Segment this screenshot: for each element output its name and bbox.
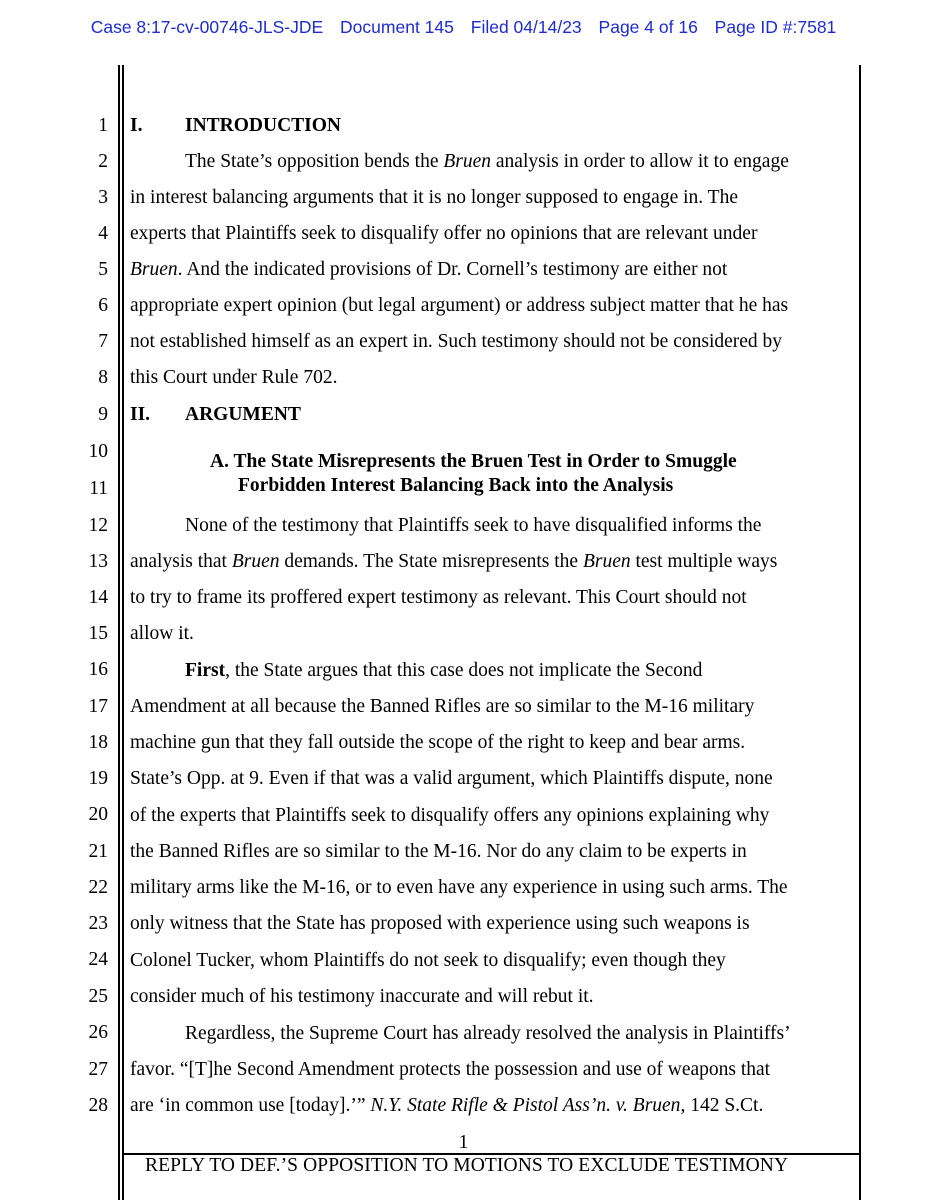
right-margin-rule [859,65,861,1200]
case-name: Bruen [582,551,631,572]
left-margin-rule-inner [122,65,124,1200]
section-title: INTRODUCTION [185,115,342,136]
section-heading-introduction [130,114,342,138]
text-run: , the State argues that this case does not implicate the Second [225,660,703,681]
line-number: 22 [88,877,108,898]
line-number: 11 [89,478,108,499]
line-number: 16 [88,659,108,680]
text-line: the Banned Rifles are so similar to the M-16. Nor do any claim to be experts in [130,841,747,862]
section-number: I. [130,115,143,136]
subheading-line-1: A. The State Misrepresents the Bruen Test in Order to Smuggle [210,451,737,472]
section-heading-argument [130,403,301,427]
line-number: 13 [88,551,108,572]
line-number: 24 [88,949,108,970]
text-run: test multiple ways [630,551,778,572]
text-line [185,150,789,174]
text-line: Amendment at all because the Banned Rifles are so similar to the M-16 military [130,696,755,717]
text-line: favor. “[T]he Second Amendment protects the possession and use of weapons that [130,1059,771,1080]
line-number: 23 [88,913,108,934]
text-run: , 142 S.Ct. [680,1095,764,1116]
text-line: None of the testimony that Plaintiffs seek to have disqualified informs the [185,515,762,536]
text-run: demands. The State misrepresents the [279,551,583,572]
text-line: experts that Plaintiffs seek to disqualify offer no opinions that are relevant under [130,223,758,244]
text-line: to try to frame its proffered expert testimony as relevant. This Court should not [130,587,747,608]
section-number: II. [130,404,151,425]
text-line [185,659,702,683]
line-number: 7 [98,331,108,352]
line-number: 26 [88,1022,108,1043]
text-line: consider much of his testimony inaccurate and will rebut it. [130,986,594,1007]
line-number: 10 [88,441,108,462]
page-id: Page ID #:7581 [714,17,837,37]
text-line: not established himself as an expert in. Such testimony should not be considered by [130,331,783,352]
text-line: machine gun that they fall outside the scope of the right to keep and bear arms. [130,732,746,753]
page-count: Page 4 of 16 [598,17,698,37]
line-number: 17 [88,696,108,717]
line-number: 15 [88,623,108,644]
line-number: 25 [88,986,108,1007]
case-citation: N.Y. State Rifle & Pistol Ass’n. v. Bruen [370,1095,681,1116]
text-line: Colonel Tucker, whom Plaintiffs do not seek to disqualify; even though they [130,950,726,971]
case-name: Bruen [130,259,178,280]
text-run: . And the indicated provisions of Dr. Cornell’s testimony are either not [177,259,728,280]
text-line: State’s Opp. at 9. Even if that was a valid argument, which Plaintiffs dispute, none [130,768,773,789]
line-number: 6 [98,295,108,316]
line-number: 28 [88,1095,108,1116]
text-line [130,550,777,574]
text-line: this Court under Rule 702. [130,367,338,388]
line-number: 9 [98,404,108,425]
line-number: 2 [98,151,108,172]
text-run: are ‘in common use [today].’” [130,1095,371,1116]
section-title: ARGUMENT [185,404,301,425]
line-number: 1 [98,115,108,136]
text-run: The State’s opposition bends the [185,151,444,172]
line-number: 20 [88,804,108,825]
case-number: Case 8:17-cv-00746-JLS-JDE [90,17,324,37]
text-line: appropriate expert opinion (but legal argument) or address subject matter that he has [130,295,789,316]
line-number: 27 [88,1059,108,1080]
filed-date: Filed 04/14/23 [470,17,582,37]
document-number: Document 145 [340,17,454,37]
text-line: military arms like the M-16, or to even have any experience in using such arms. The [130,877,788,898]
document-footer-title: REPLY TO DEF.’S OPPOSITION TO MOTIONS TO EXCLUDE TESTIMONY [145,1155,789,1176]
page-number: 1 [458,1132,469,1153]
left-margin-rule-outer [118,65,120,1200]
case-name: Bruen [443,151,492,172]
text-run: analysis in order to allow it to engage [491,151,789,172]
line-number: 8 [98,367,108,388]
line-number: 14 [88,587,108,608]
subheading-line-2: Forbidden Interest Balancing Back into the Analysis [238,475,674,496]
text-line [130,1094,763,1118]
text-line: in interest balancing arguments that it is no longer supposed to engage in. The [130,187,738,208]
case-name: Bruen [231,551,280,572]
text-line: Regardless, the Supreme Court has already resolved the analysis in Plaintiffs’ [185,1023,791,1044]
line-number: 19 [88,768,108,789]
line-number: 5 [98,259,108,280]
line-number: 12 [88,515,108,536]
text-line [130,258,727,282]
line-number: 21 [88,841,108,862]
line-number: 3 [98,187,108,208]
text-line: of the experts that Plaintiffs seek to disqualify offers any opinions explaining why [130,805,770,826]
text-run: analysis that [130,551,232,572]
line-number: 4 [98,223,108,244]
emphasis-first: First [185,660,226,681]
case-header [0,17,927,38]
line-number: 18 [88,732,108,753]
text-line: allow it. [130,623,194,644]
text-line: only witness that the State has proposed with experience using such weapons is [130,913,750,934]
